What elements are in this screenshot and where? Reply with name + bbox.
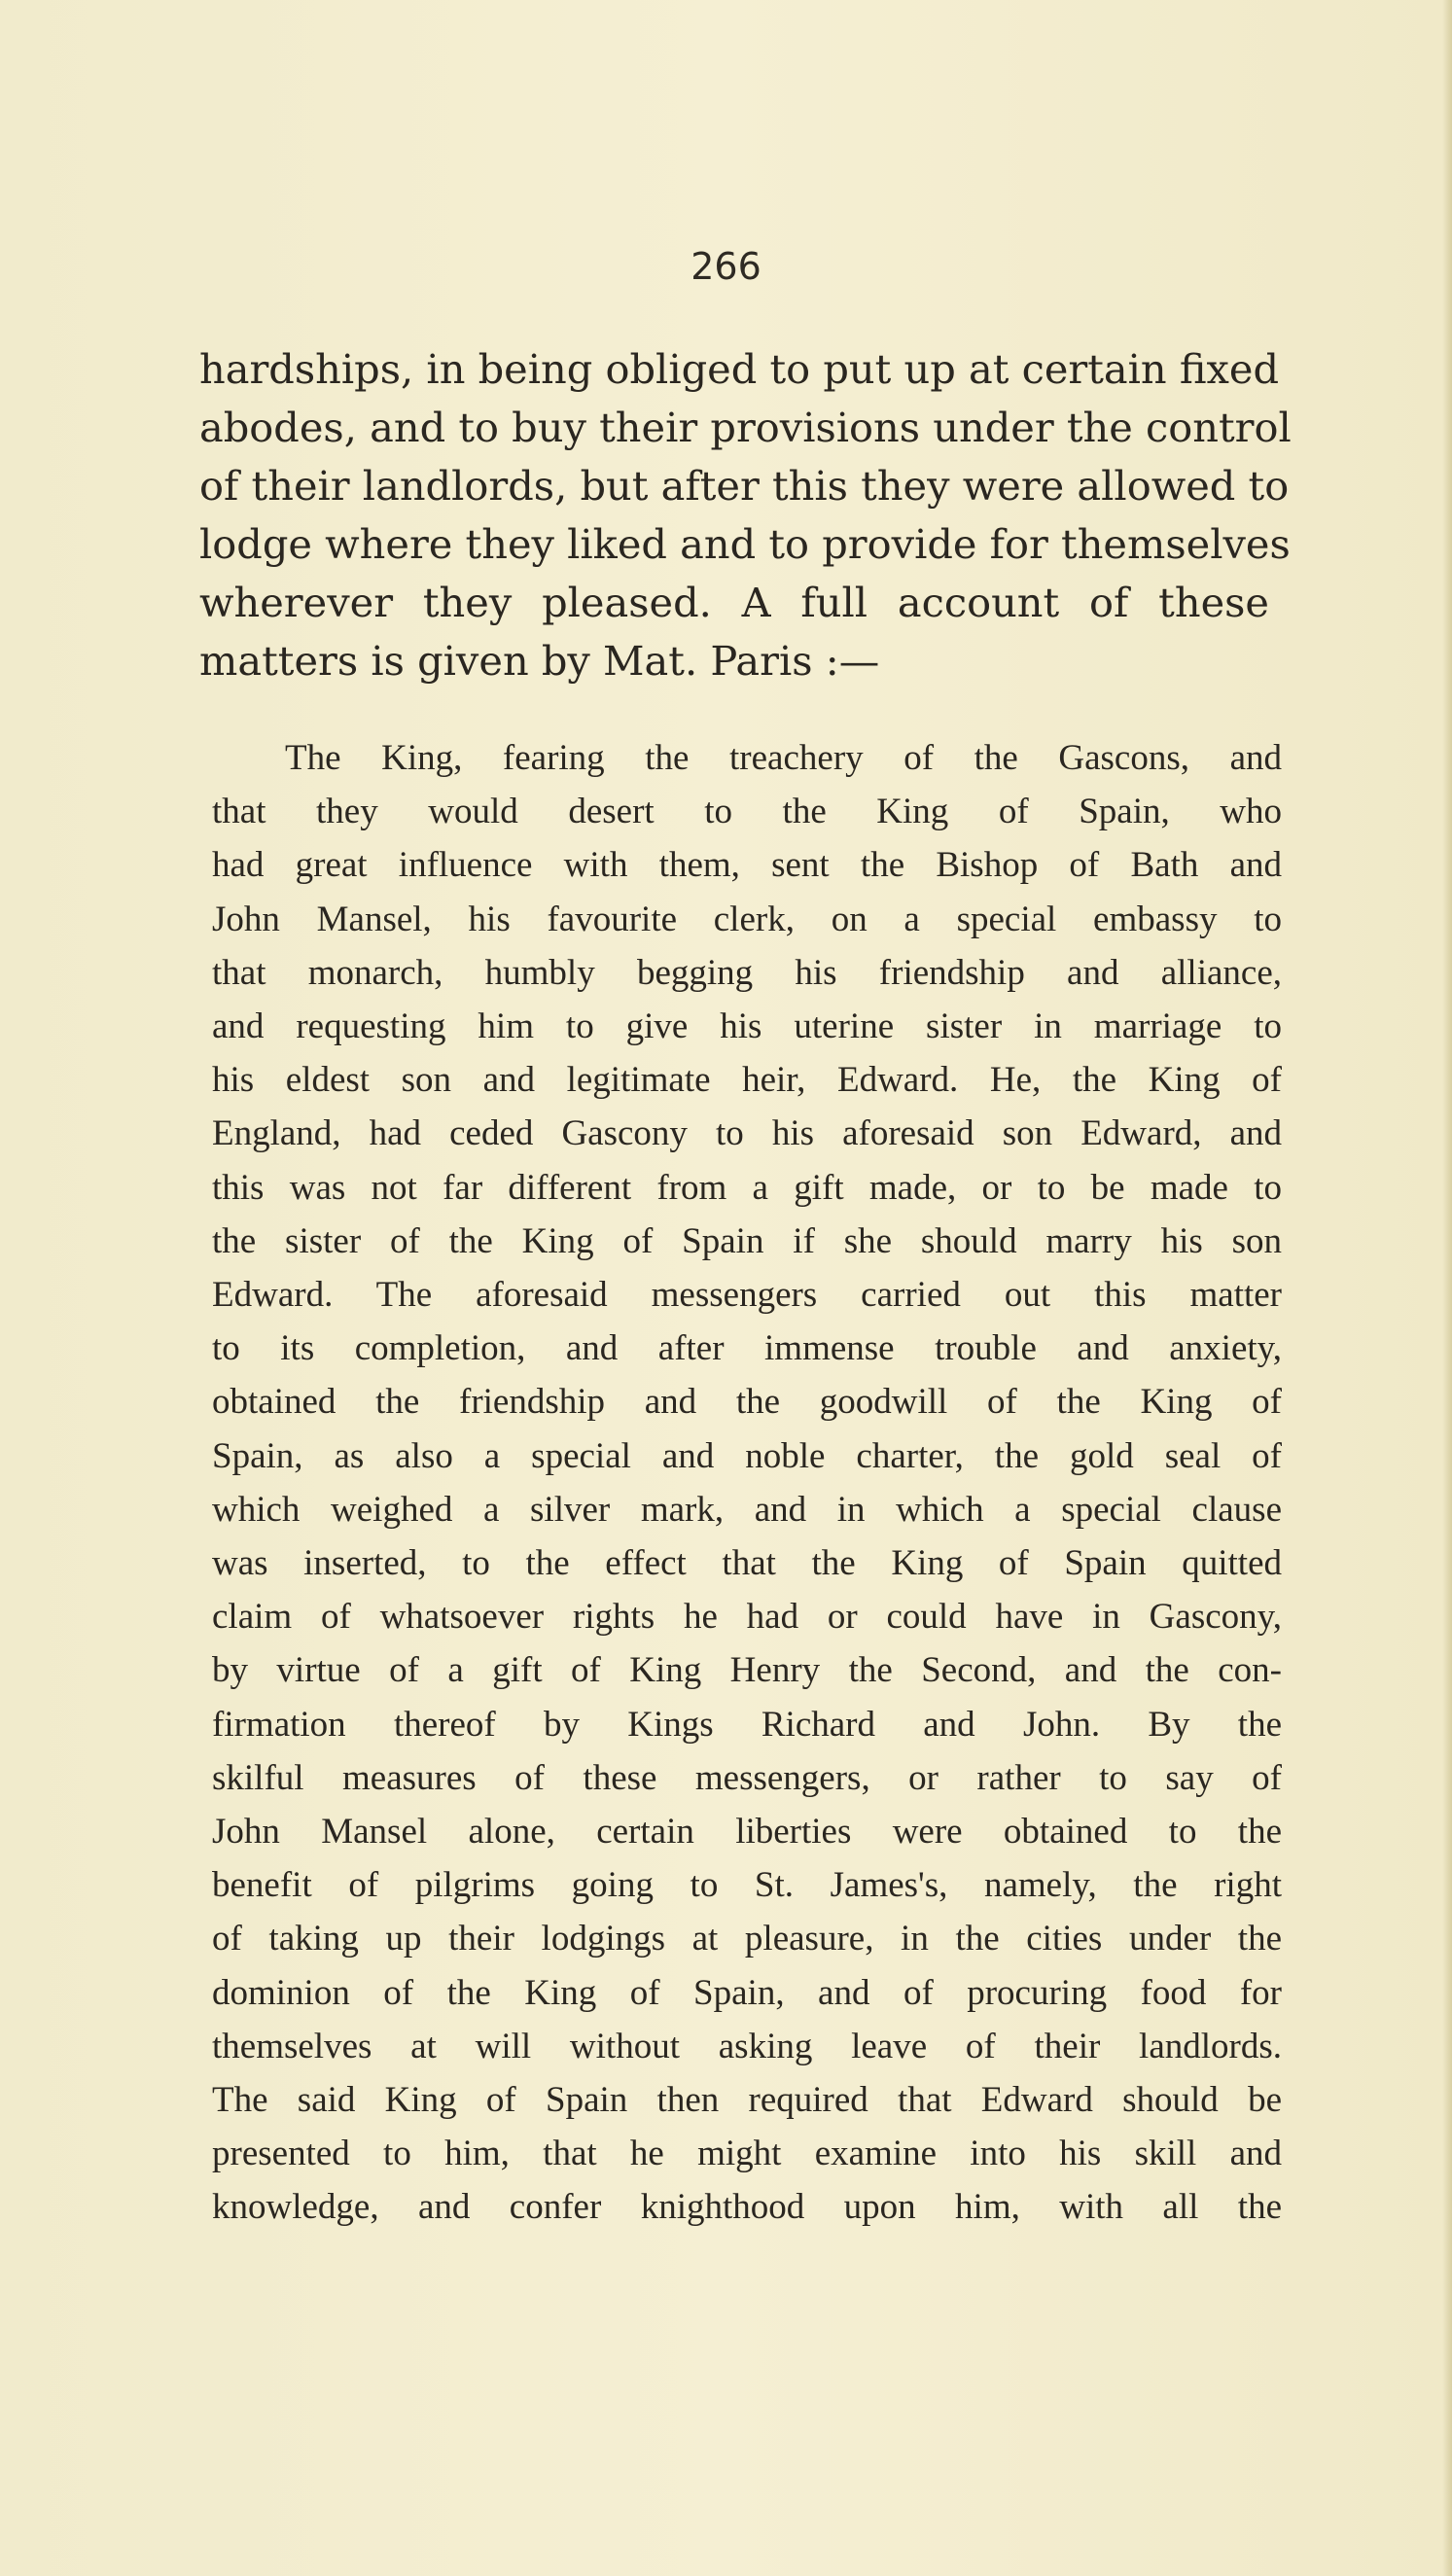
quote-line: knowledge, and confer knighthood upon him, with all the bbox=[212, 2187, 1282, 2228]
quote-line: that they would desert to the King of Spain, who bbox=[212, 792, 1282, 832]
quote-line: John Mansel, his favourite clerk, on a special embassy to bbox=[212, 899, 1282, 939]
quote-line: Spain, as also a special and noble charter, the gold seal of bbox=[212, 1435, 1282, 1476]
page-number: 266 bbox=[691, 245, 761, 288]
quote-line: that monarch, humbly begging his friendship and alliance, bbox=[212, 952, 1282, 993]
quote-line: themselves at will without asking leave of their landlords. bbox=[212, 2026, 1282, 2066]
quote-line: obtained the friendship and the goodwill of the King of bbox=[212, 1382, 1282, 1423]
quote-line: and requesting him to give his uterine sister in marriage to bbox=[212, 1006, 1282, 1047]
lead-line: of their landlords, but after this they were allowed to bbox=[199, 462, 1290, 510]
quote-line: had great influence with them, sent the Bishop of Bath and bbox=[212, 845, 1282, 886]
quote-line: his eldest son and legitimate heir, Edward. He, the King of bbox=[212, 1060, 1282, 1101]
quote-line: this was not far different from a gift made, or to be made to bbox=[212, 1167, 1282, 1208]
quote-line: Edward. The aforesaid messengers carried out this matter bbox=[212, 1275, 1282, 1316]
quote-line: which weighed a silver mark, and in which a special clause bbox=[212, 1489, 1282, 1530]
quote-line: the sister of the King of Spain if she should marry his son bbox=[212, 1220, 1282, 1261]
quote-line: John Mansel alone, certain liberties were obtained to the bbox=[212, 1812, 1282, 1853]
page-edge bbox=[1442, 0, 1452, 2576]
quote-line: claim of whatsoever rights he had or could have in Gascony, bbox=[212, 1597, 1282, 1638]
quote-line: of taking up their lodgings at pleasure, in the cities under the bbox=[212, 1919, 1282, 1959]
lead-paragraph bbox=[199, 340, 1292, 690]
quote-line: England, had ceded Gascony to his aforesaid son Edward, and bbox=[212, 1113, 1282, 1154]
quote-line: presented to him, that he might examine into his skill and bbox=[212, 2134, 1282, 2174]
lead-line: wherever they pleased. A full account of these bbox=[199, 579, 1269, 626]
lead-line: abodes, and to buy their provisions under the control bbox=[199, 404, 1292, 451]
quote-line: dominion of the King of Spain, and of procuring food for bbox=[212, 1972, 1282, 2013]
quote-line: to its completion, and after immense trouble and anxiety, bbox=[212, 1328, 1282, 1369]
quote-line: The said King of Spain then required that Edward should be bbox=[212, 2080, 1282, 2121]
quotation-block bbox=[212, 731, 1282, 2235]
lead-line: hardships, in being obliged to put up at certain fixed bbox=[199, 345, 1280, 393]
quote-line: by virtue of a gift of King Henry the Second, and the con- bbox=[212, 1650, 1282, 1691]
quote-line: The King, fearing the treachery of the Gascons, and bbox=[285, 738, 1282, 778]
lead-line: lodge where they liked and to provide for themselves bbox=[199, 520, 1291, 568]
lead-line: matters is given by Mat. Paris :— bbox=[199, 637, 880, 685]
quote-line: was inserted, to the effect that the King of Spain quitted bbox=[212, 1543, 1282, 1584]
quote-line: firmation thereof by Kings Richard and John. By the bbox=[212, 1704, 1282, 1745]
quote-line: skilful measures of these messengers, or rather to say of bbox=[212, 1757, 1282, 1798]
quote-line: benefit of pilgrims going to St. James's, namely, the right bbox=[212, 1865, 1282, 1906]
